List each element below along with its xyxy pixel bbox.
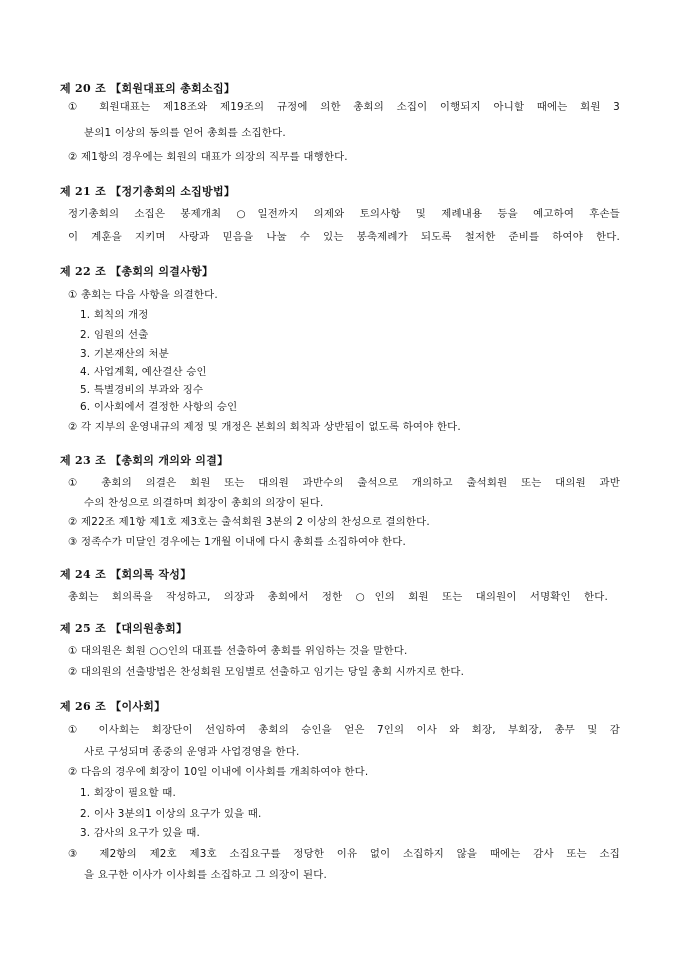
article-text-line: 3. 감사의 요구가 있을 때. [80,827,200,839]
article-text-line: ② 대의원의 선출방법은 찬성회원 모임별로 선출하고 임기는 당일 총회 시까지로 한다. [68,666,465,678]
article-text-line: ② 다음의 경우에 회장이 10일 이내에 이사회를 개최하여야 한다. [68,766,369,778]
article-text-line: ② 각 지부의 운영내규의 제정 및 개정은 본회의 회칙과 상반됨이 없도록 하여야 한다. [68,421,461,433]
article-text-line: 이 계훈을 지키며 사랑과 믿음을 나눌 수 있는 봉축제례가 되도록 철저한 준비를 하여야 한다. [68,231,620,243]
article-text-line: 1. 회칙의 개정 [80,309,149,321]
article-text-line: 2. 이사 3분의1 이상의 요구가 있을 때. [80,808,262,820]
article-text-line: 2. 임원의 선출 [80,329,149,341]
article-text-line: 3. 기본재산의 처분 [80,348,169,360]
article-text-line: ① 회원대표는 제18조와 제19조의 규정에 의한 총회의 소집이 이행되지 아니할 때에는 회원 3 [68,101,620,113]
article-text-line: ③ 정족수가 미달인 경우에는 1개월 이내에 다시 총회를 소집하여야 한다. [68,536,406,548]
article-text-line: 5. 특별경비의 부과와 징수 [80,384,204,396]
article-text-line: 수의 찬성으로 의결하며 회장이 총회의 의장이 된다. [84,497,324,509]
article-text-line: 6. 이사회에서 결정한 사항의 승인 [80,401,238,413]
article-text-line: ③ 제2항의 제2호 제3호 소집요구를 정당한 이유 없이 소집하지 않을 때에는 감사 또는 소집 [68,848,620,860]
article-text-line: ① 이사회는 회장단이 선임하여 총회의 승인을 얻은 7인의 이사 와 회장, 부회장, 총무 및 감 [68,724,620,736]
article-heading: 제 23 조 【총회의 개의와 의결】 [60,454,229,467]
article-text-line: 을 요구한 이사가 이사회를 소집하고 그 의장이 된다. [84,869,328,881]
article-text-line: ① 대의원은 회원 ○○인의 대표를 선출하여 총회를 위임하는 것을 말한다. [68,645,408,657]
article-text-line: ② 제22조 제1항 제1호 제3호는 출석회원 3분의 2 이상의 찬성으로 결의한다. [68,516,430,528]
article-text-line: 4. 사업계획, 예산결산 승인 [80,366,207,378]
article-heading: 제 20 조 【회원대표의 총회소집】 [60,82,236,95]
article-text-line: ① 총회의 의결은 회원 또는 대의원 과반수의 출석으로 개의하고 출석회원 또는 대의원 과반 [68,477,620,489]
article-text-line: 사로 구성되며 종중의 운영과 사업경영을 한다. [84,746,300,758]
article-heading: 제 22 조 【총회의 의결사항】 [60,265,214,278]
article-heading: 제 26 조 【이사회】 [60,700,166,713]
article-text-line: ① 총회는 다음 사항을 의결한다. [68,289,218,301]
article-text-line: 총회는 회의록을 작성하고, 의장과 총회에서 정한 ○인의 회원 또는 대의원이 서명확인 한다. [68,591,608,603]
article-heading: 제 25 조 【대의원총회】 [60,622,188,635]
article-heading: 제 21 조 【정기총회의 소집방법】 [60,185,236,198]
article-text-line: ② 제1항의 경우에는 회원의 대표가 의장의 직무를 대행한다. [68,151,348,163]
article-text-line: 정기총회의 소집은 봉제개최 ○일전까지 의제와 토의사항 및 제례내용 등을 예고하여 후손들 [68,208,620,220]
article-text-line: 1. 회장이 필요할 때. [80,787,176,799]
article-text-line: 분의1 이상의 동의를 얻어 총회를 소집한다. [84,127,286,139]
article-heading: 제 24 조 【회의록 작성】 [60,568,192,581]
